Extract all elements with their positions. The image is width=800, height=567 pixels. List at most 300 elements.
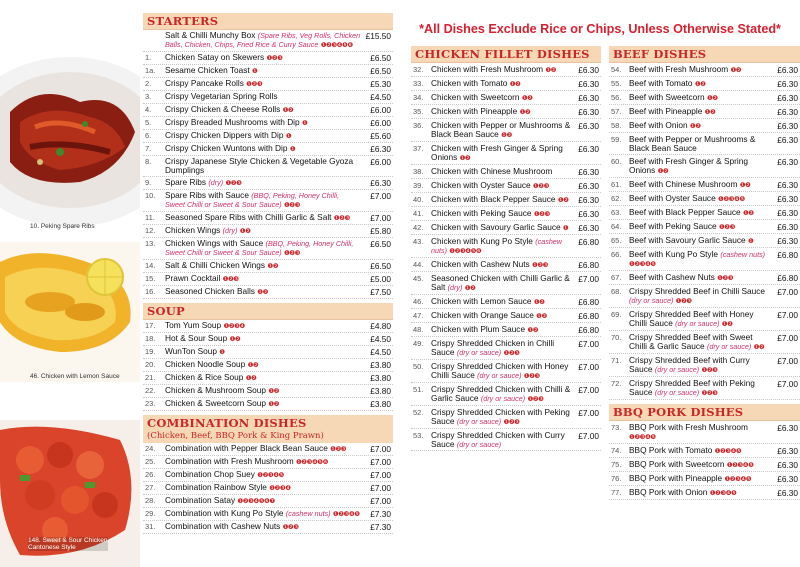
item-name-cell <box>431 385 571 404</box>
menu-item-row <box>411 193 601 207</box>
menu-item-row <box>609 285 800 308</box>
item-note: (BBQ, Peking, Honey Chilli, Sweet Chilli or Sweet & Sour Sauce) <box>165 191 340 209</box>
allergen-icons: ❶❷❸❹❺ <box>629 260 656 268</box>
item-name-cell <box>431 79 571 89</box>
item-name-cell <box>165 483 361 493</box>
item-price: £6.30 <box>578 194 599 205</box>
allergen-icons: ❶❷ <box>557 196 569 204</box>
item-name-cell <box>431 167 571 176</box>
bbq-list <box>609 421 800 500</box>
menu-item-row <box>411 295 601 309</box>
item-price: £7.00 <box>777 309 798 320</box>
menu-item-row <box>609 271 800 285</box>
soup-list <box>143 320 393 411</box>
item-note: (dry or sauce) <box>456 439 502 449</box>
item-name: Crispy Shredded Chicken with Curry Sauce <box>431 429 565 449</box>
menu-item-row <box>143 225 393 238</box>
item-price: £6.30 <box>777 422 798 433</box>
item-name-cell <box>629 236 770 246</box>
item-number: 33. <box>413 78 424 88</box>
item-price: £6.30 <box>777 120 798 131</box>
section-title-bbq: BBQ PORK DISHES <box>609 404 800 421</box>
item-name: Chicken Wings with Sauce <box>165 238 264 248</box>
menu-item-row <box>143 385 393 398</box>
menu-item-row <box>143 443 393 456</box>
item-price: £3.80 <box>370 386 391 396</box>
item-number: 65. <box>611 235 622 245</box>
menu-item-row <box>143 260 393 273</box>
item-name-cell <box>165 470 361 480</box>
item-name-cell <box>165 92 361 101</box>
item-name: Combination Satay <box>165 495 236 505</box>
item-number: 5. <box>145 118 152 127</box>
menu-item-row <box>143 238 393 260</box>
allergen-icons: ❶❷ <box>464 284 476 292</box>
menu-item-row <box>609 119 800 133</box>
item-name-cell <box>629 460 770 470</box>
item-price: £6.30 <box>777 106 798 117</box>
rice-chips-banner: *All Dishes Exclude Rice or Chips, Unless Otherwise Stated* <box>419 22 781 36</box>
menu-column-1 <box>143 13 393 538</box>
item-number: 25. <box>145 457 156 466</box>
allergen-icons: ❶ <box>301 120 308 127</box>
item-name: Chicken with Pepper or Mushrooms & Black Bean Sauce <box>431 119 571 139</box>
chicken-list <box>411 63 601 451</box>
allergen-icons: ❶❷❸ <box>523 372 540 380</box>
item-price: £6.30 <box>578 120 599 131</box>
item-note: (cashew nuts) <box>285 509 331 518</box>
allergen-icons: ❶❷ <box>245 375 257 382</box>
item-name: Salt & Chilli Munchy Box <box>165 30 256 40</box>
item-name: Beef with Kung Po Style <box>629 248 719 259</box>
item-number: 52. <box>413 407 424 417</box>
chicken-section <box>411 46 601 451</box>
lemon-chicken-image <box>0 242 140 382</box>
item-number: 72. <box>611 378 622 388</box>
item-name-cell <box>165 239 361 258</box>
section-title-beef: BEEF DISHES <box>609 46 800 63</box>
item-name-cell <box>165 347 361 357</box>
allergen-icons: ❶❷ <box>519 108 531 116</box>
menu-item-row <box>411 429 601 451</box>
item-name: Crispy Shredded Beef with Curry Sauce <box>629 354 750 374</box>
menu-item-row <box>143 78 393 91</box>
item-name-cell <box>431 431 571 449</box>
menu-item-row <box>143 521 393 534</box>
allergen-icons: ❶❷❸❹❺❻ <box>320 42 353 49</box>
allergen-icons: ❶❷ <box>459 154 471 162</box>
item-name: Combination with Cashew Nuts <box>165 521 281 531</box>
item-price: £6.30 <box>578 64 599 75</box>
item-name: Chicken & Sweetcorn Soup <box>165 398 267 408</box>
menu-item-row <box>609 63 800 77</box>
menu-item-row <box>143 286 393 299</box>
photo-caption-3: 148. Sweet & Sour Chicken Cantonese Style <box>28 537 108 551</box>
item-name: Chicken with Savoury Garlic Sauce <box>431 221 561 232</box>
item-price: £7.00 <box>578 384 599 395</box>
item-number: 9. <box>145 178 152 187</box>
item-note: (dry or sauce) <box>480 393 526 403</box>
item-name-cell <box>629 446 770 456</box>
item-price: £6.50 <box>370 53 391 63</box>
item-number: 35. <box>413 106 424 116</box>
item-number: 3. <box>145 92 152 101</box>
item-price: £7.00 <box>777 355 798 366</box>
menu-item-row <box>411 77 601 91</box>
item-number: 29. <box>145 509 156 518</box>
item-price: £7.00 <box>370 457 391 467</box>
item-number: 23. <box>145 399 156 408</box>
item-number: 67. <box>611 272 622 282</box>
item-price: £4.50 <box>370 92 391 102</box>
item-name: Crispy Shredded Beef in Chilli Sauce <box>629 285 766 296</box>
menu-item-row <box>609 458 800 472</box>
allergen-icons: ❶❷ <box>545 66 557 74</box>
menu-item-row <box>609 486 800 500</box>
item-name-cell <box>629 273 770 283</box>
item-name-cell <box>165 457 361 467</box>
item-number: 74. <box>611 445 622 455</box>
allergen-icons: ❶❷❸❹❺ <box>718 195 745 203</box>
menu-item-row <box>411 337 601 360</box>
item-name-cell <box>431 195 571 205</box>
allergen-icons: ❶❷ <box>247 362 259 369</box>
menu-item-row <box>143 495 393 508</box>
item-number: 58. <box>611 120 622 130</box>
item-name: Combination with Kung Po Style <box>165 508 284 518</box>
item-name-cell <box>165 105 361 115</box>
item-name: Chicken with Tomato <box>431 77 508 88</box>
allergen-icons: ❶❷ <box>533 298 545 306</box>
item-name: Seasoned Chicken with Chilli Garlic & Salt <box>431 272 570 292</box>
bbq-section <box>609 404 800 500</box>
item-number: 14. <box>145 261 156 270</box>
item-price: £6.30 <box>578 222 599 233</box>
menu-item-row <box>411 272 601 295</box>
item-name: Chicken with Fresh Ginger & Spring Onions <box>431 142 563 162</box>
allergen-icons: ❶❷ <box>689 122 701 130</box>
allergen-icons: ❶❷ <box>706 94 718 102</box>
item-number: 20. <box>145 360 156 369</box>
item-name-cell <box>629 208 770 218</box>
item-number: 6. <box>145 131 152 140</box>
allergen-icons: ❶ <box>285 133 292 140</box>
menu-item-row <box>411 221 601 235</box>
item-price: £6.30 <box>578 180 599 191</box>
item-note: (dry or sauce) <box>654 387 700 397</box>
menu-item-row <box>411 360 601 383</box>
item-number: 69. <box>611 309 622 319</box>
item-name-cell <box>431 311 571 321</box>
allergen-icons: ❶❷ <box>267 263 279 270</box>
item-name-cell <box>165 509 361 519</box>
item-number: 31. <box>145 522 156 531</box>
item-note: (dry or sauce) <box>456 416 502 426</box>
item-number: 66. <box>611 249 622 259</box>
menu-column-2 <box>411 46 601 455</box>
allergen-icons: ❶❷❸ <box>717 274 734 282</box>
item-name-cell <box>431 297 571 307</box>
item-name: Crispy Chicken & Cheese Rolls <box>165 104 281 114</box>
allergen-icons: ❶❷ <box>257 289 268 296</box>
allergen-icons: ❶❷❸❹❺ <box>714 447 742 455</box>
item-name: Beef with Tomato <box>629 77 693 88</box>
item-price: £3.80 <box>370 360 391 370</box>
combination-section <box>143 415 393 534</box>
item-name: Tom Yum Soup <box>165 320 222 330</box>
item-number: 22. <box>145 386 156 395</box>
allergen-icons: ❶❷❸❹❺ <box>332 511 360 518</box>
item-price: £3.80 <box>370 373 391 383</box>
item-name: Combination with Pepper Black Bean Sauce <box>165 443 328 453</box>
photo-caption-1: 10. Peking Spare Ribs <box>30 223 95 230</box>
item-name: Chicken Satay on Skewers <box>165 52 265 62</box>
menu-item-row <box>411 309 601 323</box>
item-price: £7.00 <box>370 470 391 480</box>
allergen-icons: ❶❷ <box>536 312 547 320</box>
allergen-icons: ❶❷❸❹❺ <box>709 489 737 497</box>
allergen-icons: ❶❷❸ <box>503 418 520 426</box>
section-title-starters: STARTERS <box>143 13 393 30</box>
photo-lemon-chicken <box>0 242 140 382</box>
item-price: £4.50 <box>370 347 391 357</box>
item-name: Chicken with Kung Po Style <box>431 235 533 246</box>
item-number: 17. <box>145 321 156 330</box>
item-name-cell <box>629 194 770 204</box>
allergen-icons: ❶ <box>747 237 754 245</box>
item-note: (dry) <box>222 226 238 235</box>
allergen-icons: ❶ <box>289 146 296 153</box>
item-price: £6.30 <box>777 92 798 103</box>
menu-item-row <box>143 273 393 286</box>
item-number: 12. <box>145 226 156 235</box>
menu-item-row <box>609 105 800 119</box>
item-name-cell <box>165 53 361 63</box>
menu-item-row <box>411 165 601 179</box>
menu-item-row <box>411 63 601 77</box>
item-name-cell <box>629 79 770 89</box>
item-price: £6.30 <box>777 445 798 456</box>
menu-item-row <box>143 104 393 117</box>
item-name-cell <box>629 333 770 352</box>
soup-section <box>143 303 393 411</box>
item-note: (dry or sauce) <box>456 347 502 357</box>
allergen-icons: ❶❷❸❹ <box>269 485 291 492</box>
photo-strip <box>0 0 140 567</box>
item-number: 38. <box>413 166 424 176</box>
item-number: 64. <box>611 221 622 231</box>
menu-item-row <box>143 372 393 385</box>
item-name-cell <box>629 93 770 103</box>
item-name-cell <box>165 157 361 175</box>
item-name: Crispy Chicken Wuntons with Dip <box>165 143 288 153</box>
item-name: BBQ Pork with Sweetcorn <box>629 458 725 469</box>
item-name-cell <box>431 209 571 219</box>
item-price: £6.30 <box>777 64 798 75</box>
allergen-icons: ❶❷ <box>501 131 512 139</box>
menu-item-row <box>411 91 601 105</box>
item-name: Combination Chop Suey <box>165 469 255 479</box>
item-number: 18. <box>145 334 156 343</box>
item-price: £5.00 <box>370 274 391 284</box>
item-number: 39. <box>413 180 424 190</box>
menu-item-row <box>411 207 601 221</box>
item-name: Beef with Pineapple <box>629 105 703 116</box>
section-title-soup: SOUP <box>143 303 393 320</box>
menu-item-row <box>609 377 800 400</box>
menu-item-row <box>609 206 800 220</box>
item-number: 41. <box>413 208 424 218</box>
allergen-icons: ❶❷❸❹❺ <box>726 461 754 469</box>
item-name-cell <box>165 144 361 154</box>
item-name-cell <box>629 356 770 375</box>
item-price: £7.00 <box>578 430 599 441</box>
menu-item-row <box>143 130 393 143</box>
item-name-cell <box>629 180 770 190</box>
item-name-cell <box>165 131 361 141</box>
allergen-icons: ❶❷❸ <box>222 276 239 283</box>
item-name: Prawn Cocktail <box>165 273 221 283</box>
item-number: 55. <box>611 78 622 88</box>
item-name: Chicken Wings <box>165 225 221 235</box>
item-number: 28. <box>145 496 156 505</box>
menu-item-row <box>143 482 393 495</box>
item-name-cell <box>629 287 770 306</box>
menu-item-row <box>609 472 800 486</box>
item-name: Sesame Chicken Toast <box>165 65 250 75</box>
menu-item-row <box>143 30 393 52</box>
menu-item-row <box>609 331 800 354</box>
item-price: £6.30 <box>578 106 599 117</box>
item-price: £4.50 <box>370 334 391 344</box>
item-price: £7.30 <box>370 509 391 519</box>
item-note: (cashew nuts) <box>720 249 766 259</box>
item-price: £6.30 <box>370 144 391 154</box>
section-subtitle-combination: (Chicken, Beef, BBQ Pork & King Prawn) <box>143 431 393 443</box>
item-price: £7.00 <box>370 444 391 454</box>
item-name-cell <box>629 65 770 75</box>
item-name: Crispy Shredded Beef with Peking Sauce <box>629 377 755 397</box>
item-number: 32. <box>413 64 424 74</box>
item-number: 16. <box>145 287 156 296</box>
allergen-icons: ❶❷❸ <box>225 180 242 187</box>
item-name: Chicken with Pineapple <box>431 105 518 116</box>
menu-item-row <box>609 354 800 377</box>
combination-list <box>143 443 393 534</box>
item-price: £7.00 <box>370 483 391 493</box>
item-name: Crispy Pancake Rolls <box>165 78 244 88</box>
item-price: £7.00 <box>370 213 391 223</box>
item-name-cell <box>165 334 361 344</box>
item-number: 57. <box>611 106 622 116</box>
allergen-icons: ❶❷❸❹❺❻❼ <box>237 498 275 505</box>
item-price: £6.30 <box>777 459 798 470</box>
item-number: 27. <box>145 483 156 492</box>
menu-item-row <box>609 220 800 234</box>
item-name-cell <box>165 213 361 223</box>
menu-item-row <box>143 52 393 65</box>
menu-item-row <box>143 346 393 359</box>
menu-item-row <box>411 383 601 406</box>
item-name-cell <box>629 310 770 329</box>
item-name: Hot & Sour Soup <box>165 333 228 343</box>
menu-item-row <box>609 155 800 178</box>
item-number: 8. <box>145 157 152 166</box>
item-number: 40. <box>413 194 424 204</box>
allergen-icons: ❶ <box>219 349 225 356</box>
item-name: Crispy Chicken Dippers with Dip <box>165 130 284 140</box>
item-name: BBQ Pork with Tomato <box>629 444 713 455</box>
allergen-icons: ❶❷ <box>694 80 706 88</box>
item-name: Chicken with Plum Sauce <box>431 323 526 334</box>
item-number: 53. <box>413 430 424 440</box>
item-price: £7.00 <box>777 286 798 297</box>
item-note: (Spare Ribs, Veg Rolls, Chicken Balls, Chicken, Chips, Fried Rice & Curry Sauce <box>165 31 361 49</box>
item-name: Crispy Breaded Mushrooms with Dip <box>165 117 300 127</box>
menu-item-row <box>411 235 601 258</box>
allergen-icons: ❶❷❸❹❺ <box>724 475 752 483</box>
item-name: Beef with Pepper or Mushrooms & Black Bean Sauce <box>629 133 756 153</box>
item-name-cell <box>629 135 770 153</box>
item-number: 60. <box>611 156 622 166</box>
item-note: (dry or sauce) <box>675 318 720 328</box>
item-name: Chicken with Peking Sauce <box>431 207 532 218</box>
item-name-cell <box>165 274 361 284</box>
item-name-cell <box>165 226 361 236</box>
menu-item-row <box>609 421 800 444</box>
item-number: 50. <box>413 361 424 371</box>
item-name: Chicken & Rice Soup <box>165 372 244 382</box>
menu-item-row <box>143 190 393 212</box>
item-note: (dry or sauce) <box>706 341 752 351</box>
item-price: £7.00 <box>578 338 599 349</box>
item-name: Spare Ribs with Sauce <box>165 190 249 200</box>
allergen-icons: ❶❷ <box>268 401 279 408</box>
item-name: Beef with Savoury Garlic Sauce <box>629 234 746 245</box>
item-number: 21. <box>145 373 156 382</box>
item-name-cell <box>431 260 571 270</box>
item-name: Chicken with Oyster Sauce <box>431 179 531 190</box>
item-number: 13. <box>145 239 156 248</box>
allergen-icons: ❶ <box>562 224 569 232</box>
allergen-icons: ❶❷❸ <box>246 81 263 88</box>
menu-item-row <box>609 248 800 271</box>
item-name: Beef with Onion <box>629 119 688 130</box>
item-number: 1a. <box>145 66 156 75</box>
item-price: £6.00 <box>370 105 391 115</box>
allergen-icons: ❶❷❸ <box>675 297 692 305</box>
item-price: £6.30 <box>578 92 599 103</box>
item-number: 7. <box>145 144 152 153</box>
item-name-cell <box>629 250 770 269</box>
item-number: 19. <box>145 347 156 356</box>
menu-item-row <box>143 117 393 130</box>
allergen-icons: ❶❷❸ <box>532 182 549 190</box>
menu-item-row <box>411 258 601 272</box>
menu-item-row <box>411 406 601 429</box>
item-price: £6.30 <box>777 473 798 484</box>
item-price: £7.00 <box>578 361 599 372</box>
menu-item-row <box>609 444 800 458</box>
item-number: 42. <box>413 222 424 232</box>
item-name-cell <box>629 488 770 498</box>
item-number: 1. <box>145 53 152 62</box>
allergen-icons: ❶❷ <box>229 336 241 343</box>
item-name-cell <box>165 191 361 210</box>
item-number: 63. <box>611 207 622 217</box>
item-price: £7.00 <box>578 407 599 418</box>
item-name-cell <box>431 408 571 427</box>
